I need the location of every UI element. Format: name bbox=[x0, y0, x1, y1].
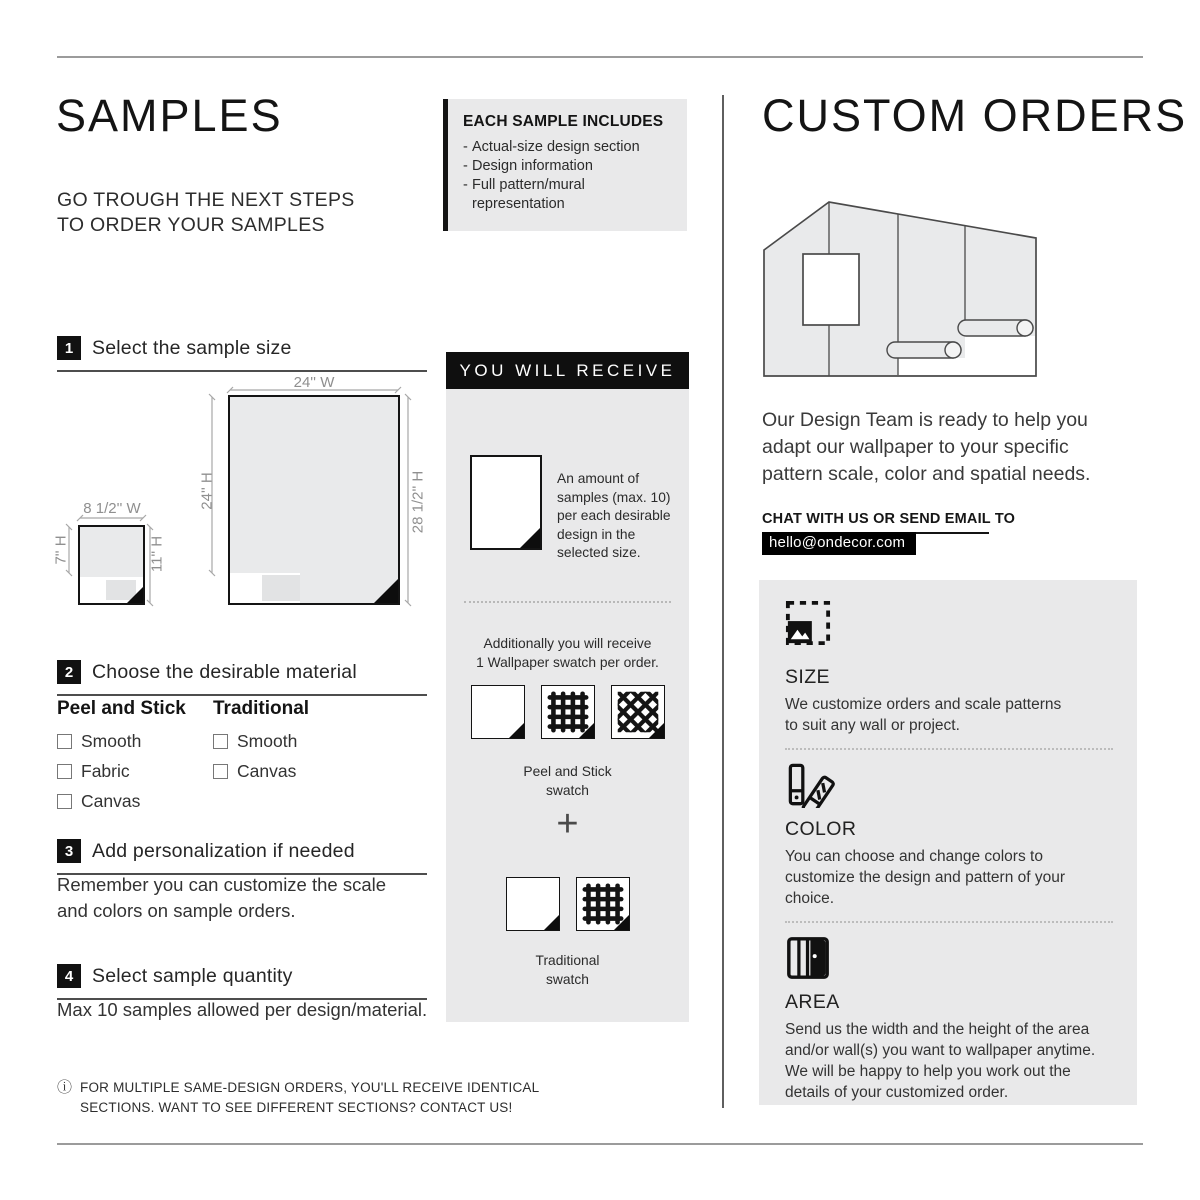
bottom-divider bbox=[57, 1143, 1143, 1145]
page-fold-corner bbox=[614, 915, 629, 930]
wallpaper-roll-top bbox=[958, 320, 1033, 336]
dotted-divider bbox=[785, 748, 1113, 750]
material-column-title: Peel and Stick bbox=[57, 698, 186, 719]
step-label: Add personalization if needed bbox=[92, 839, 355, 862]
step-1-header bbox=[57, 336, 427, 372]
house-wall-illustration bbox=[763, 198, 1038, 378]
plus-sign: + bbox=[556, 803, 579, 845]
chat-with-us-label: CHAT WITH US OR SEND EMAIL TO bbox=[762, 511, 989, 534]
footnote-text: FOR MULTIPLE SAME-DESIGN ORDERS, YOU'LL RECEIVE IDENTICAL SECTIONS. WANT TO SEE DIFFERENT SECTIONS? CONTACT US! bbox=[80, 1080, 540, 1115]
bullet: - bbox=[463, 158, 468, 174]
page-fold-corner bbox=[544, 915, 559, 930]
peel-and-stick-column bbox=[57, 698, 186, 821]
includes-item bbox=[463, 157, 665, 176]
material-option-label: Canvas bbox=[237, 761, 297, 781]
material-option-label: Canvas bbox=[81, 791, 141, 811]
bullet: - bbox=[463, 139, 468, 155]
step-4-description: Max 10 samples allowed per design/material. bbox=[57, 999, 428, 1020]
design-team-intro: Our Design Team is ready to help you adapt our wallpaper to your specific pattern scale, color and spatial needs. bbox=[762, 409, 1091, 485]
feature-title-color: COLOR bbox=[785, 818, 857, 840]
material-option bbox=[213, 761, 309, 782]
feature-title-area: AREA bbox=[785, 991, 840, 1013]
page-fold-corner bbox=[509, 723, 524, 738]
samples-subtitle: GO TROUGH THE NEXT STEPS TO ORDER YOUR SAMPLES bbox=[57, 189, 355, 236]
smooth-swatch bbox=[506, 877, 560, 931]
includes-item-label: Design information bbox=[472, 158, 593, 174]
large-height-left-label: 24'' H bbox=[198, 472, 216, 510]
includes-item-label: Actual-size design section bbox=[472, 139, 640, 155]
feature-title-size: SIZE bbox=[785, 666, 830, 688]
material-option-label: Smooth bbox=[237, 731, 298, 751]
each-sample-includes-box bbox=[443, 99, 687, 231]
small-height-left-label: 7'' H bbox=[52, 535, 70, 565]
small-width-label: 8 1/2'' W bbox=[83, 500, 141, 517]
page-fold-corner bbox=[127, 587, 143, 603]
step-label: Select sample quantity bbox=[92, 964, 293, 987]
includes-item bbox=[463, 176, 665, 214]
small-sample-preview bbox=[78, 525, 145, 605]
checkbox[interactable] bbox=[213, 734, 228, 749]
color-swatches-icon bbox=[785, 762, 835, 808]
samples-title: SAMPLES bbox=[56, 90, 283, 141]
includes-item-label: Full pattern/mural representation bbox=[472, 177, 585, 212]
you-will-receive-panel bbox=[446, 389, 689, 1022]
large-height-right-label: 28 1/2'' H bbox=[409, 470, 427, 534]
dotted-divider bbox=[785, 921, 1113, 923]
step-label: Select the sample size bbox=[92, 336, 292, 359]
sample-size-diagram bbox=[52, 372, 437, 617]
custom-orders-title: CUSTOM ORDERS bbox=[762, 90, 1188, 141]
page-fold-corner bbox=[374, 579, 398, 603]
sample-page-illustration bbox=[470, 455, 542, 550]
fabric-grid-swatch bbox=[541, 685, 595, 739]
canvas-grid-swatch bbox=[576, 877, 630, 931]
checkbox[interactable] bbox=[57, 734, 72, 749]
step-3-description: Remember you can customize the scale and colors on sample orders. bbox=[57, 874, 387, 921]
dotted-divider bbox=[464, 601, 671, 603]
samples-amount-text: An amount of samples (max. 10) per each desirable design in the selected size. bbox=[557, 471, 671, 560]
area-icon bbox=[785, 935, 831, 981]
includes-item bbox=[463, 138, 665, 157]
includes-title: EACH SAMPLE INCLUDES bbox=[463, 113, 664, 130]
material-option bbox=[57, 791, 186, 812]
material-option bbox=[213, 731, 309, 752]
traditional-column bbox=[213, 698, 309, 791]
large-width-label: 24'' W bbox=[293, 374, 335, 391]
email-badge[interactable]: hello@ondecor.com bbox=[762, 532, 916, 555]
large-sample-preview bbox=[228, 395, 400, 605]
peel-swatch-caption: Peel and Stick swatch bbox=[523, 764, 612, 798]
page-fold-corner bbox=[649, 723, 664, 738]
column-divider bbox=[722, 95, 724, 1108]
checkbox[interactable] bbox=[213, 764, 228, 779]
step-number-badge: 3 bbox=[57, 839, 81, 863]
material-option-label: Smooth bbox=[81, 731, 142, 751]
material-option-label: Fabric bbox=[81, 761, 130, 781]
traditional-swatch-caption: Traditional swatch bbox=[535, 953, 600, 987]
peel-and-stick-swatches bbox=[446, 685, 689, 739]
page-fold-corner bbox=[520, 528, 540, 548]
step-number-badge: 4 bbox=[57, 964, 81, 988]
small-height-right-label: 11'' H bbox=[148, 535, 166, 573]
step-2-header bbox=[57, 660, 427, 696]
step-number-badge: 1 bbox=[57, 336, 81, 360]
top-divider bbox=[57, 56, 1143, 58]
feature-text-area: Send us the width and the height of the area and/or wall(s) you want to wallpaper anytime. We will be happy to help you work out the details of your customized order. bbox=[785, 1021, 1096, 1101]
feature-text-size: We customize orders and scale patterns to suit any wall or project. bbox=[785, 696, 1062, 734]
feature-text-color: You can choose and change colors to customize the design and pattern of your choice. bbox=[785, 848, 1066, 907]
additionally-text: Additionally you will receive 1 Wallpaper swatch per order. bbox=[476, 636, 659, 670]
material-column-title: Traditional bbox=[213, 698, 310, 719]
you-will-receive-header: YOU WILL RECEIVE bbox=[446, 352, 689, 389]
window-rect bbox=[803, 254, 859, 325]
bullet: - bbox=[463, 177, 468, 193]
checkbox[interactable] bbox=[57, 764, 72, 779]
custom-order-features-panel bbox=[759, 580, 1137, 1105]
material-option bbox=[57, 761, 186, 782]
traditional-swatches bbox=[446, 877, 689, 931]
material-option bbox=[57, 731, 186, 752]
size-icon bbox=[785, 600, 831, 646]
smooth-swatch bbox=[471, 685, 525, 739]
design-thumb bbox=[262, 575, 300, 601]
step-3-header bbox=[57, 839, 427, 875]
page-fold-corner bbox=[579, 723, 594, 738]
canvas-lattice-swatch bbox=[611, 685, 665, 739]
footnote bbox=[57, 1078, 539, 1117]
step-label: Choose the desirable material bbox=[92, 660, 357, 683]
info-icon: ⓘ bbox=[57, 1079, 73, 1096]
wallpaper-roll-bottom bbox=[887, 342, 961, 358]
step-number-badge: 2 bbox=[57, 660, 81, 684]
step-4-header bbox=[57, 964, 427, 1000]
checkbox[interactable] bbox=[57, 794, 72, 809]
